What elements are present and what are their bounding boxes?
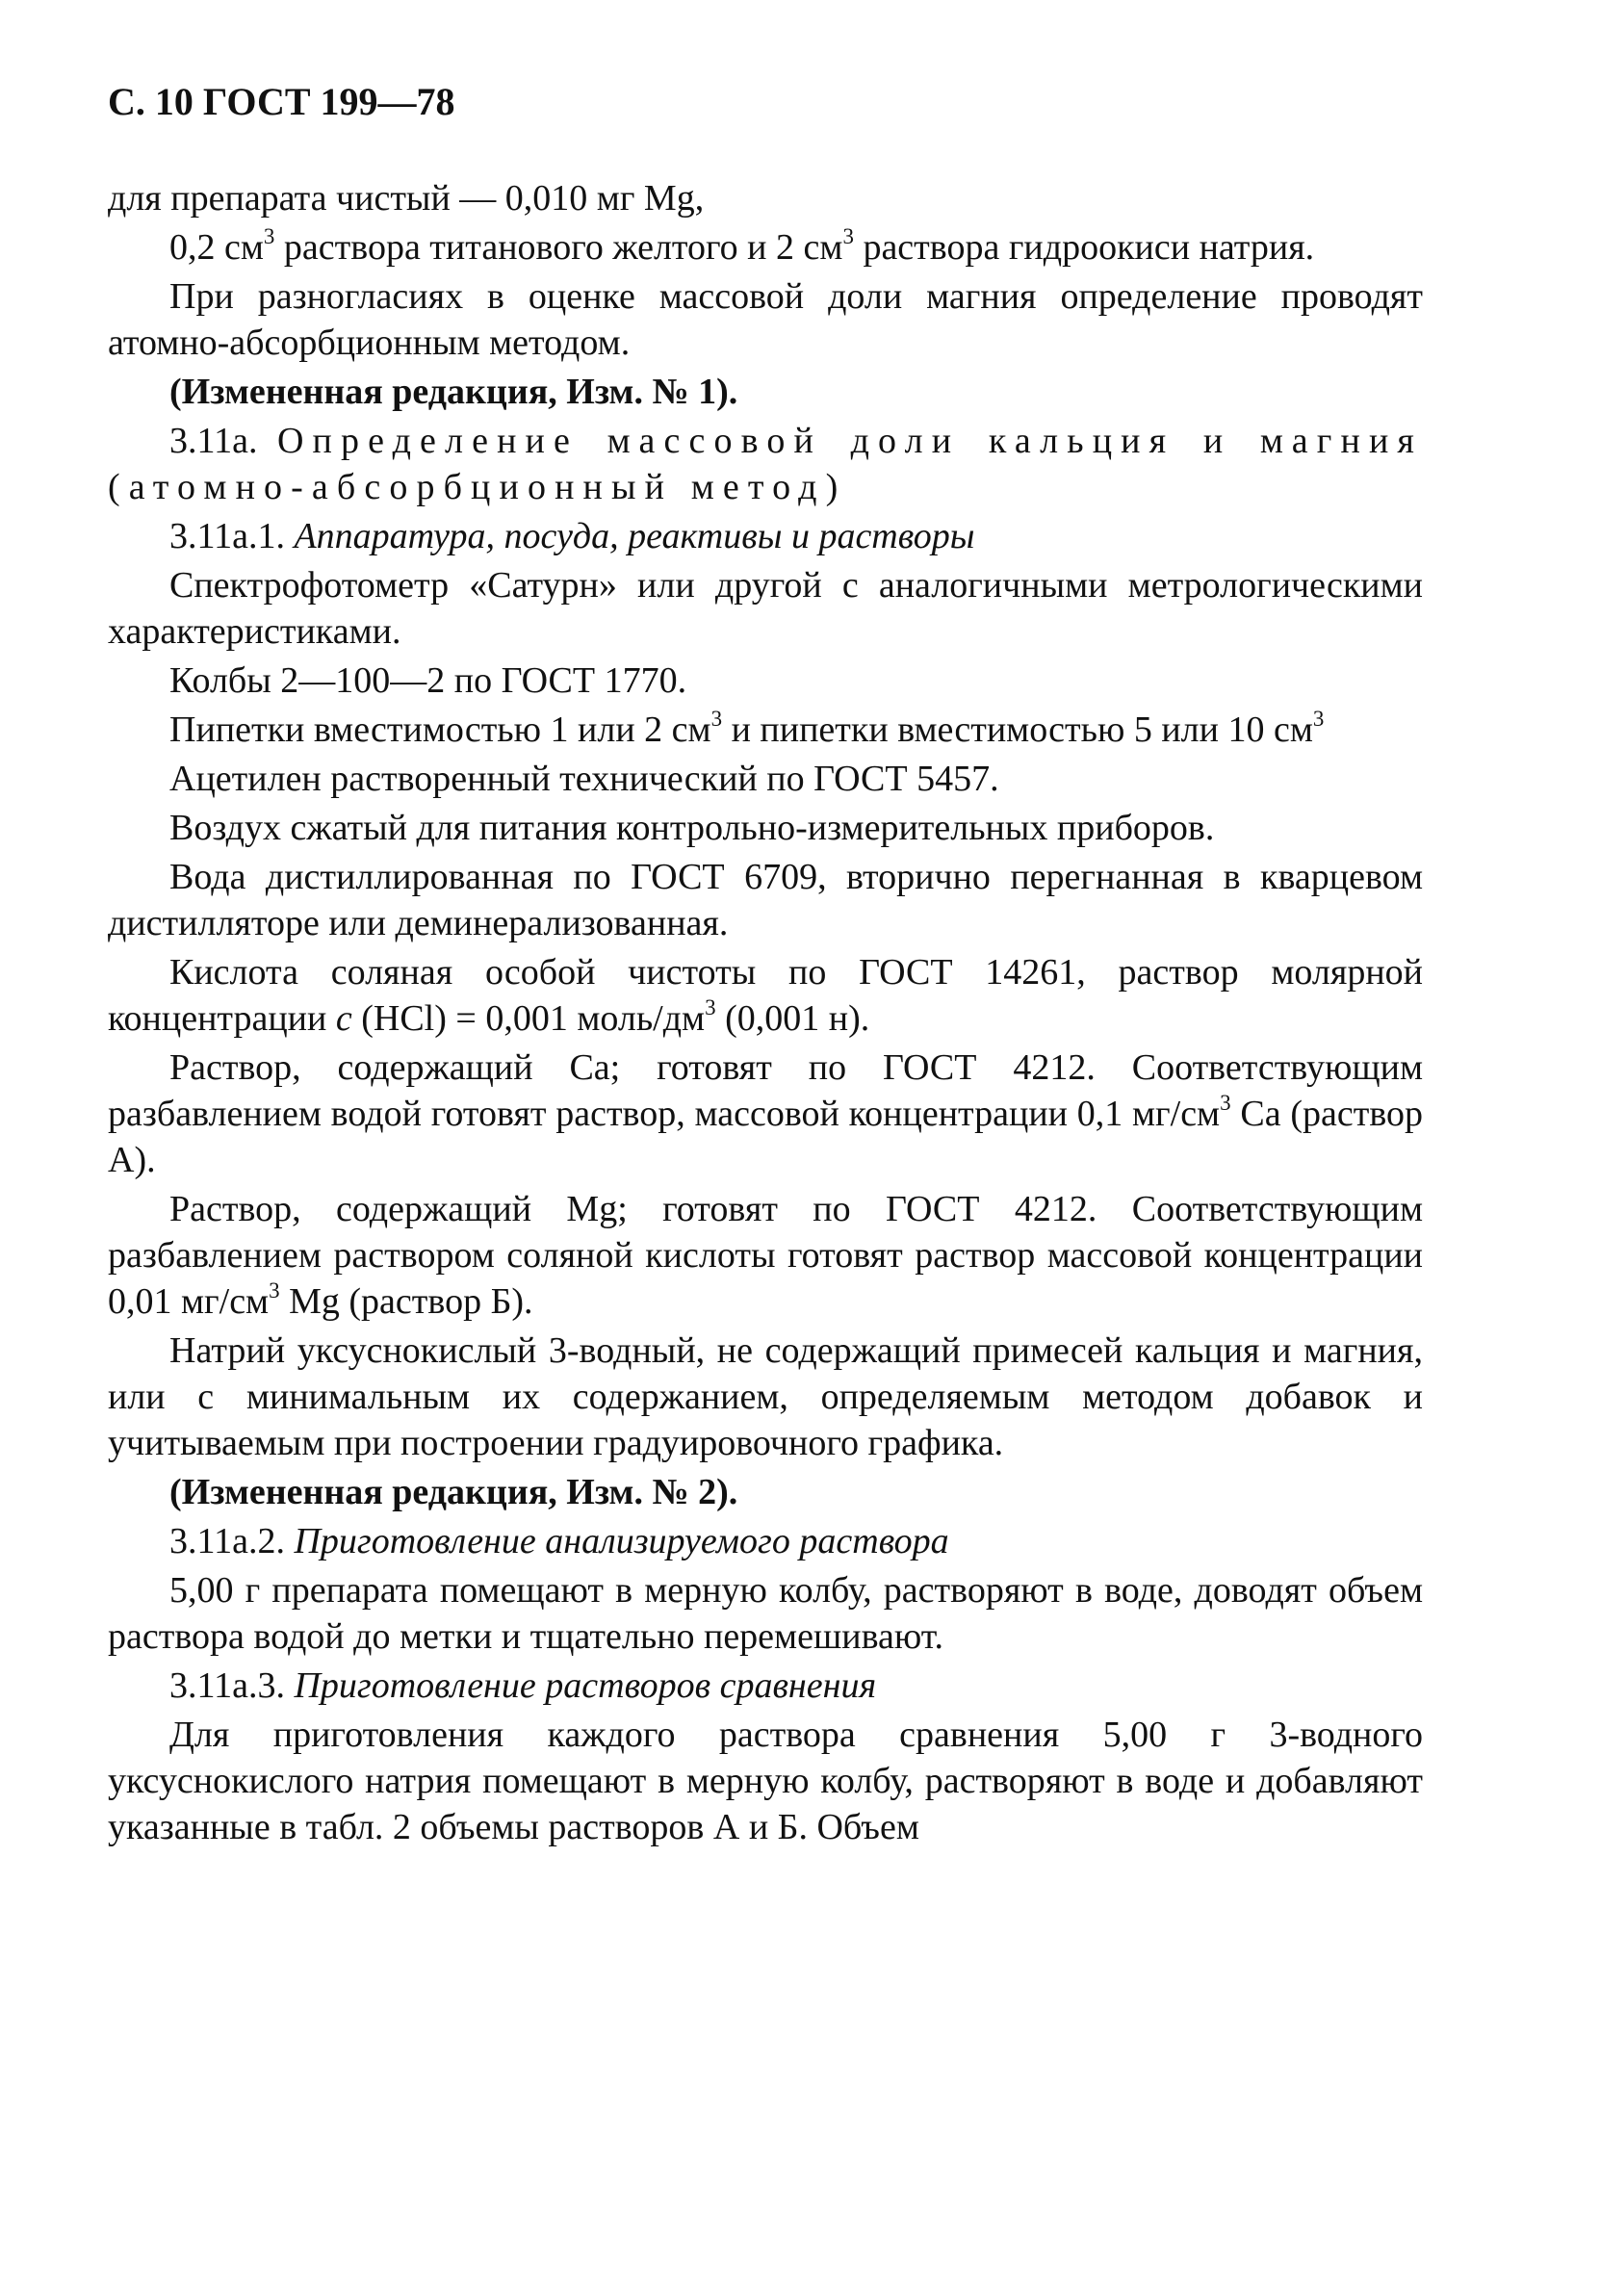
paragraph-acetylene bbox=[108, 756, 1423, 802]
paragraph-text: и пипетки вместимостью 5 или 10 см bbox=[722, 709, 1313, 750]
variable-c: c bbox=[335, 998, 352, 1039]
document-body bbox=[108, 175, 1423, 1853]
paragraph-text: Воздух сжатый для питания контрольно-измерительных приборов. bbox=[169, 808, 1215, 848]
section-heading-3-11a-2 bbox=[108, 1518, 1423, 1564]
superscript: 3 bbox=[1312, 706, 1325, 731]
section-title: Определение массовой доли кальция и магния (атомно-абсорбционный метод) bbox=[108, 421, 1423, 507]
amendment-text: (Измененная редакция, Изм. № 2). bbox=[169, 1472, 738, 1512]
paragraph-sodium-acetate bbox=[108, 1328, 1423, 1466]
section-heading-3-11a bbox=[108, 418, 1423, 510]
paragraph-sample-prep bbox=[108, 1567, 1423, 1660]
paragraph-text: При разногласиях в оценке массовой доли магния определение проводят атомно-абсорбционным методом. bbox=[108, 276, 1423, 363]
paragraph-text: раствора титанового желтого и 2 bbox=[274, 227, 795, 268]
section-heading-3-11a-1 bbox=[108, 513, 1423, 559]
section-title: Аппаратура, посуда, реактивы и растворы bbox=[294, 516, 975, 556]
superscript: 3 bbox=[1220, 1090, 1231, 1115]
paragraph-spectrophotometer bbox=[108, 562, 1423, 655]
paragraph-text: Колбы 2—100—2 по ГОСТ 1770. bbox=[169, 660, 687, 701]
paragraph-text: Раствор, содержащий Са; готовят по ГОСТ 4212. Соответствующим разбавлением водой готовят раствор, массовой концентрации 0,1 мг/см bbox=[108, 1047, 1423, 1134]
page-header: С. 10 ГОСТ 199—78 bbox=[108, 80, 455, 123]
paragraph-text: Натрий уксуснокислый 3-водный, не содержащий примесей кальция и магния, или с минимальным их содержанием, определяемым методом добавок и учитываемым при построении градуировочного графика. bbox=[108, 1330, 1423, 1463]
paragraph-solution-a bbox=[108, 1045, 1423, 1183]
section-number: 3.11а.3. bbox=[169, 1665, 285, 1706]
paragraph-text: Ацетилен растворенный технический по ГОСТ 5457. bbox=[169, 759, 999, 799]
paragraph-text: Са (раствор А). bbox=[108, 1094, 1424, 1180]
paragraph-water bbox=[108, 854, 1423, 946]
paragraph-text: Спектрофотометр «Сатурн» или другой с аналогичными метрологическими характеристиками. bbox=[108, 565, 1423, 652]
paragraph-text: для препарата чистый — 0,010 мг Mg, bbox=[108, 178, 705, 219]
paragraph-text: Для приготовления каждого раствора сравнения 5,00 г 3-водного уксуснокислого натрия помещают в мерную колбу, растворяют в воде и добавляют указанные в табл. 2 объемы растворов А и Б. Объем bbox=[108, 1715, 1423, 1847]
paragraph-text: Вода дистиллированная по ГОСТ 6709, вторично перегнанная в кварцевом дистилляторе или деминерализованная. bbox=[108, 857, 1423, 943]
paragraph-disputes bbox=[108, 273, 1423, 366]
paragraph-text: Mg (раствор Б). bbox=[279, 1281, 533, 1322]
section-title: Приготовление растворов сравнения bbox=[294, 1665, 877, 1706]
paragraph-air bbox=[108, 805, 1423, 851]
paragraph-text: (HCl) = 0,001 моль/дм bbox=[351, 998, 706, 1039]
section-number: 3.11а.1. bbox=[169, 516, 285, 556]
amendment-note-2 bbox=[108, 1469, 1423, 1515]
paragraph-text: раствора гидроокиси натрия. bbox=[853, 227, 1315, 268]
amendment-text: (Измененная редакция, Изм. № 1). bbox=[169, 372, 738, 412]
section-number: 3.11а. bbox=[169, 421, 258, 461]
paragraph-text: 5,00 г препарата помещают в мерную колбу, растворяют в воде, доводят объем раствора водой до метки и тщательно перемешивают. bbox=[108, 1570, 1423, 1657]
amendment-note-1 bbox=[108, 369, 1423, 415]
unit-text: см bbox=[803, 227, 843, 268]
section-heading-3-11a-3 bbox=[108, 1663, 1423, 1709]
paragraph-reagent-volumes bbox=[108, 224, 1423, 271]
superscript: 3 bbox=[842, 223, 854, 248]
paragraph-hydrochloric-acid bbox=[108, 949, 1423, 1042]
paragraph-flasks bbox=[108, 658, 1423, 704]
paragraph-pipettes bbox=[108, 707, 1423, 753]
superscript: 3 bbox=[269, 1277, 280, 1303]
paragraph-reference-solutions bbox=[108, 1712, 1423, 1850]
paragraph-solution-b bbox=[108, 1186, 1423, 1325]
paragraph-text: Кислота соляная особой чистоты по ГОСТ 14261, раствор молярной концентрации bbox=[108, 952, 1423, 1039]
superscript: 3 bbox=[705, 994, 716, 1019]
paragraph-text: Раствор, содержащий Mg; готовят по ГОСТ 4212. Соответствующим разбавлением раствором соляной кислоты готовят раствор массовой концентрации 0,01 мг/см bbox=[108, 1189, 1423, 1322]
paragraph-text: 0,2 bbox=[169, 227, 216, 268]
section-title: Приготовление анализируемого раствора bbox=[294, 1521, 949, 1561]
superscript: 3 bbox=[710, 706, 723, 731]
paragraph-text: Пипетки вместимостью 1 или 2 см bbox=[169, 709, 711, 750]
paragraph-mg-limit bbox=[108, 175, 1423, 221]
section-number: 3.11а.2. bbox=[169, 1521, 285, 1561]
paragraph-text: (0,001 н). bbox=[715, 998, 870, 1039]
unit-text: см bbox=[224, 227, 264, 268]
superscript: 3 bbox=[263, 223, 275, 248]
